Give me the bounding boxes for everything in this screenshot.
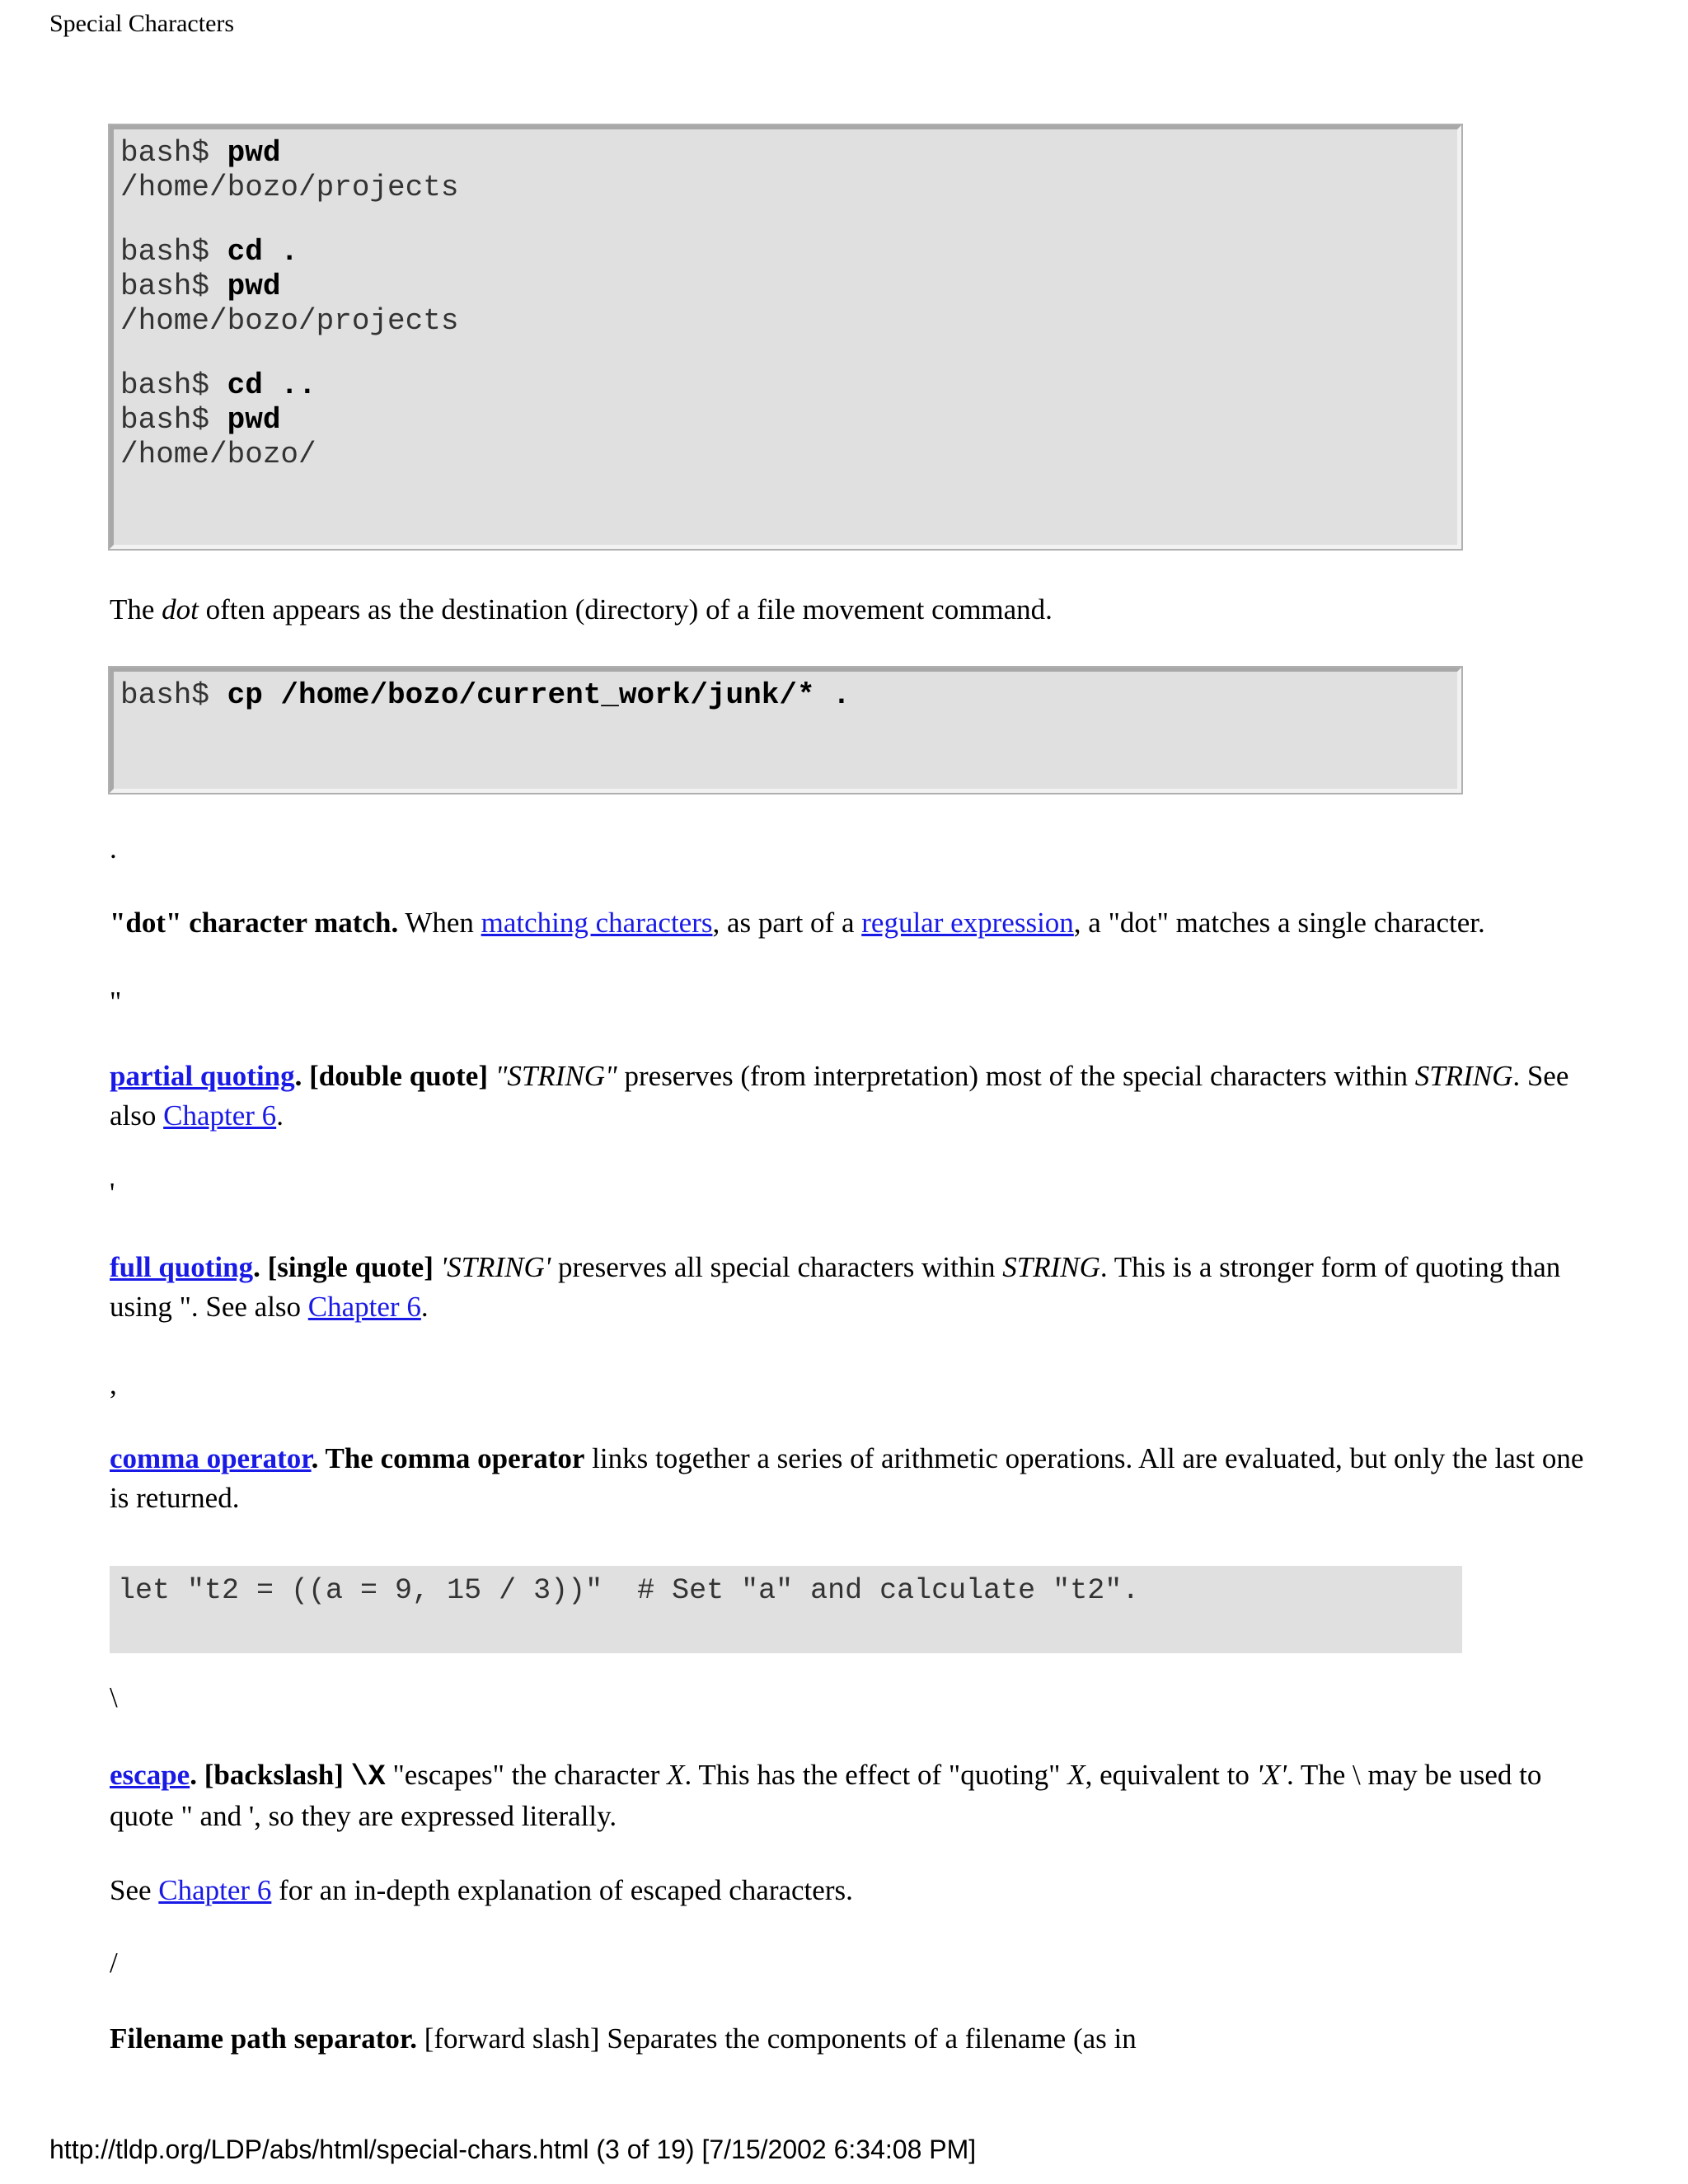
link-matching-characters[interactable]: matching characters <box>481 907 713 939</box>
terminal-screen-cp <box>110 668 1461 793</box>
link-full-quoting[interactable]: full quoting <box>110 1251 254 1283</box>
link-escape[interactable]: escape <box>110 1759 190 1791</box>
terminal-output: /home/bozo/projects <box>120 171 459 204</box>
terminal-line: bash$ pwd <box>120 403 281 437</box>
code-line: let "t2 = ((a = 9, 15 / 3))" # Set "a" and calculate "t2". <box>118 1574 1140 1607</box>
terminal-line: bash$ cp /home/bozo/current_work/junk/* . <box>120 678 851 712</box>
paragraph-path-separator: Filename path separator. [forward slash] Separates the components of a filename (as in <box>110 2022 1137 2055</box>
paragraph-escape: escape. [backslash] \X "escapes" the character X. This has the effect of "quoting" X, equivalent to 'X'. The \ may be used to quote " and ', so they are expressed literally. <box>110 1759 1542 1832</box>
terminal-line: bash$ cd . <box>120 235 299 269</box>
glyph-comma: , <box>110 1368 117 1400</box>
page-header: Special Characters <box>49 10 235 37</box>
terminal-output: /home/bozo/ <box>120 438 316 471</box>
terminal-line: bash$ pwd <box>120 269 281 303</box>
link-chapter-6[interactable]: Chapter 6 <box>307 1291 421 1323</box>
paragraph-see-chapter-6: See Chapter 6 for an in-depth explanation of escaped characters. <box>110 1874 853 1906</box>
link-chapter-6[interactable]: Chapter 6 <box>163 1099 277 1132</box>
paragraph-full-quoting: full quoting. [single quote] 'STRING' preserves all special characters within STRING. This is a stronger form of quoting than using ". See also Chapter 6. <box>110 1251 1561 1323</box>
glyph-single-quote: ' <box>110 1177 115 1209</box>
paragraph-dot-destination: The dot often appears as the destination (directory) of a file movement command. <box>110 593 1053 626</box>
code-block-let <box>110 1566 1462 1653</box>
terminal-line: bash$ pwd <box>120 136 281 170</box>
glyph-forward-slash: / <box>110 1947 118 1979</box>
terminal-line: bash$ cd .. <box>120 368 316 402</box>
link-partial-quoting[interactable]: partial quoting <box>110 1060 295 1092</box>
link-regular-expression[interactable]: regular expression <box>861 907 1074 939</box>
terminal-screen-pwd <box>110 125 1461 549</box>
glyph-double-quote: " <box>110 986 122 1018</box>
paragraph-partial-quoting: partial quoting. [double quote] "STRING" preserves (from interpretation) most of the special characters within STRING. See also Chapter 6. <box>110 1060 1569 1132</box>
paragraph-dot-match: "dot" character match. When matching characters, as part of a regular expression, a "dot" matches a single character. <box>110 907 1485 939</box>
terminal-output: /home/bozo/projects <box>120 304 459 338</box>
paragraph-comma-operator: comma operator. The comma operator links together a series of arithmetic operations. All are evaluated, but only the last one is returned. <box>110 1442 1584 1514</box>
page-footer-url: http://tldp.org/LDP/abs/html/special-chars.html (3 of 19) [7/15/2002 6:34:08 PM] <box>49 2135 977 2164</box>
link-chapter-6[interactable]: Chapter 6 <box>158 1874 272 1906</box>
glyph-dot: . <box>110 832 117 865</box>
link-comma-operator[interactable]: comma operator <box>110 1442 312 1474</box>
glyph-backslash: \ <box>110 1681 118 1713</box>
